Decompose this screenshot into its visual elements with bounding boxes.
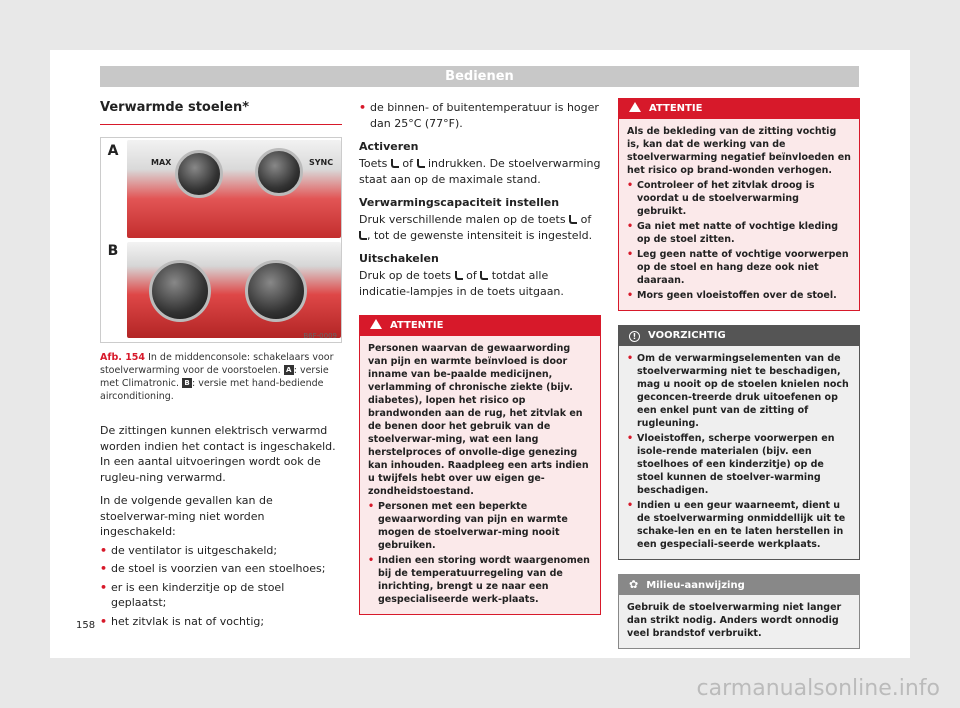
activeren-paragraph (359, 156, 601, 187)
ac-knob-left (149, 260, 211, 322)
caution-title: VOORZICHTIG (648, 330, 726, 341)
text-fragment: Druk op de toets (359, 269, 455, 282)
photo-manual-ac-panel (127, 242, 341, 338)
info-circle-icon: ! (629, 331, 640, 342)
column-left (100, 100, 342, 629)
list-item: • Ga niet met natte of vochtige kleding op de stoel zitten. (627, 220, 851, 246)
page-number: 158 (76, 620, 96, 631)
list-item: • de binnen- of buitentemperatuur is hoger dan 25°C (77°F). (359, 100, 601, 131)
text-fragment: of (398, 157, 417, 170)
list-item: • er is een kinderzitje op de stoel geplaatst; (100, 580, 342, 611)
warning-intro: Personen waarvan de gewaarwording van pijn en warmte beïnvloed is door inname van be-paalde medicijnen, verlamming of chronische ziekte (bijv. diabetes), lopen het risico op brandwonden aan de rug, het zitvlak en de benen door het gebruik van de stoelverwar-ming, wat een lang herstelproces of onvolle-dige genezing kan inhouden. Raadpleeg een arts indien u twijfels hebt over uw eigen ge-zondheidstoestand. (368, 343, 589, 497)
warning-box-burns (359, 315, 601, 615)
list-item: • het zitvlak is nat of vochtig; (100, 614, 342, 630)
list-item: • Mors geen vloeistoffen over de stoel. (627, 289, 851, 302)
caution-body (619, 346, 859, 559)
figure-seat-heating (100, 137, 342, 343)
warning-body (619, 119, 859, 310)
column-right (618, 98, 860, 649)
climate-knob-left (175, 150, 223, 198)
text-fragment: Druk verschillende malen op de toets (359, 213, 570, 226)
uit-paragraph (359, 268, 601, 299)
environment-header (619, 575, 859, 595)
seat-heat-left-icon (569, 215, 577, 224)
figure-label-b: B (107, 243, 119, 259)
caption-prefix: Afb. 154 (100, 352, 146, 363)
section-title: Verwarmde stoelen* (100, 100, 342, 125)
sync-button-label: SYNC (309, 158, 334, 167)
text-fragment: Toets (359, 157, 391, 170)
activeren-heading: Activeren (359, 140, 419, 153)
environment-title: Milieu-aanwijzing (646, 580, 745, 591)
watermark: carmanualsonline.info (696, 676, 940, 701)
caution-box (618, 325, 860, 560)
list-item: • de ventilator is uitgeschakeld; (100, 543, 342, 559)
caption-key-a: A (284, 365, 294, 375)
capaciteit-paragraph (359, 212, 601, 243)
seat-heat-left-icon (391, 159, 399, 168)
capaciteit-heading: Verwarmingscapaciteit instellen (359, 196, 560, 209)
list-item: • Indien een storing wordt waargenomen bij de temperatuurregeling van de inrichting, brengt u ze naar een gespecialiseerde werk-plaats. (368, 554, 592, 606)
list-item: • Om de verwarmingselementen van de stoelverwarming niet te beschadigen, mag u nooit op de stoelen knielen noch geconcen-treerde druk uitoefenen op een enkel punt van de zitting of rugleuning. (627, 352, 851, 430)
warning-box-moisture (618, 98, 860, 311)
warning-triangle-icon (629, 102, 641, 112)
page-header: Bedienen (100, 66, 859, 87)
warning-triangle-icon (370, 319, 382, 329)
ac-knob-right (245, 260, 307, 322)
figure-code: B6F-0009 (303, 332, 337, 340)
environment-box (618, 574, 860, 649)
caption-text-2: : versie met Climatronic. (100, 365, 329, 389)
warning-body (360, 336, 600, 614)
flower-icon: ✿ (629, 578, 639, 591)
photo-climatronic-panel (127, 140, 341, 238)
column-middle (359, 100, 601, 615)
warning-title: ATTENTIE (649, 103, 703, 114)
text-fragment: , tot de gewenste intensiteit is ingesteld. (367, 228, 593, 242)
text-fragment: of (577, 213, 592, 226)
list-item: • Leg geen natte of vochtige voorwerpen op de stoel en hang deze ook niet daaraan. (627, 248, 851, 287)
text-fragment: indrukken. De stoelverwarming staat aan op de maximale stand. (359, 157, 601, 186)
caption-key-b: B (182, 378, 192, 388)
conditions-paragraph: In de volgende gevallen kan de stoelverwar-ming niet worden ingeschakeld: (100, 494, 273, 538)
figure-label-a: A (107, 143, 119, 159)
warning-title: ATTENTIE (390, 320, 444, 331)
environment-body: Gebruik de stoelverwarming niet langer dan strikt nodig. Anders wordt onnodig veel brandstof verbruikt. (627, 602, 842, 639)
seat-heat-right-icon (359, 231, 367, 240)
figure-caption (100, 351, 342, 403)
uit-heading: Uitschakelen (359, 252, 439, 265)
text-fragment: of (462, 269, 481, 282)
list-item: • Controleer of het zitvlak droog is voordat u de stoelverwarming gebruikt. (627, 179, 851, 218)
climate-knob-right (255, 148, 303, 196)
caption-text-3: : versie met hand-bediende airconditioning. (100, 378, 324, 402)
intro-paragraph: De zittingen kunnen elektrisch verwarmd worden indien het contact is ingeschakeld. In een aantal uitvoeringen wordt ook de rugleu-ning verwarmd. (100, 424, 336, 484)
warning-header (619, 99, 859, 119)
max-button-label: MAX (151, 158, 172, 167)
caption-text-1: In de middenconsole: schakelaars voor stoelverwarming voor de voorstoelen. (100, 352, 334, 376)
list-item: • Personen met een beperkte gewaarwording van pijn en warmte mogen de stoelverwar-ming nooit gebruiken. (368, 500, 592, 552)
list-item: • Vloeistoffen, scherpe voorwerpen en isole-rende materialen (bijv. een stoelhoes of een kinderzitje) op de stoel kunnen de stoelver-warming beschadigen. (627, 432, 851, 497)
seat-heat-left-icon (455, 271, 463, 280)
text-fragment: totdat alle indicatie-lampjes in de toets uitgaan. (359, 269, 564, 298)
warning-header (360, 316, 600, 336)
seat-heat-right-icon (417, 159, 425, 168)
list-item: • Indien u een geur waarneemt, dient u de stoelverwarming onmiddellijk uit te schake-len en en te laten herstellen in een gespeciali-seerde werkplaats. (627, 499, 851, 551)
warning-intro: Als de bekleding van de zitting vochtig is, kan dat de werking van de stoelverwarming negatief beïnvloeden en het risico op brand-wonden verhogen. (627, 126, 851, 176)
list-item: • de stoel is voorzien van een stoelhoes; (100, 561, 342, 577)
caution-header (619, 326, 859, 346)
